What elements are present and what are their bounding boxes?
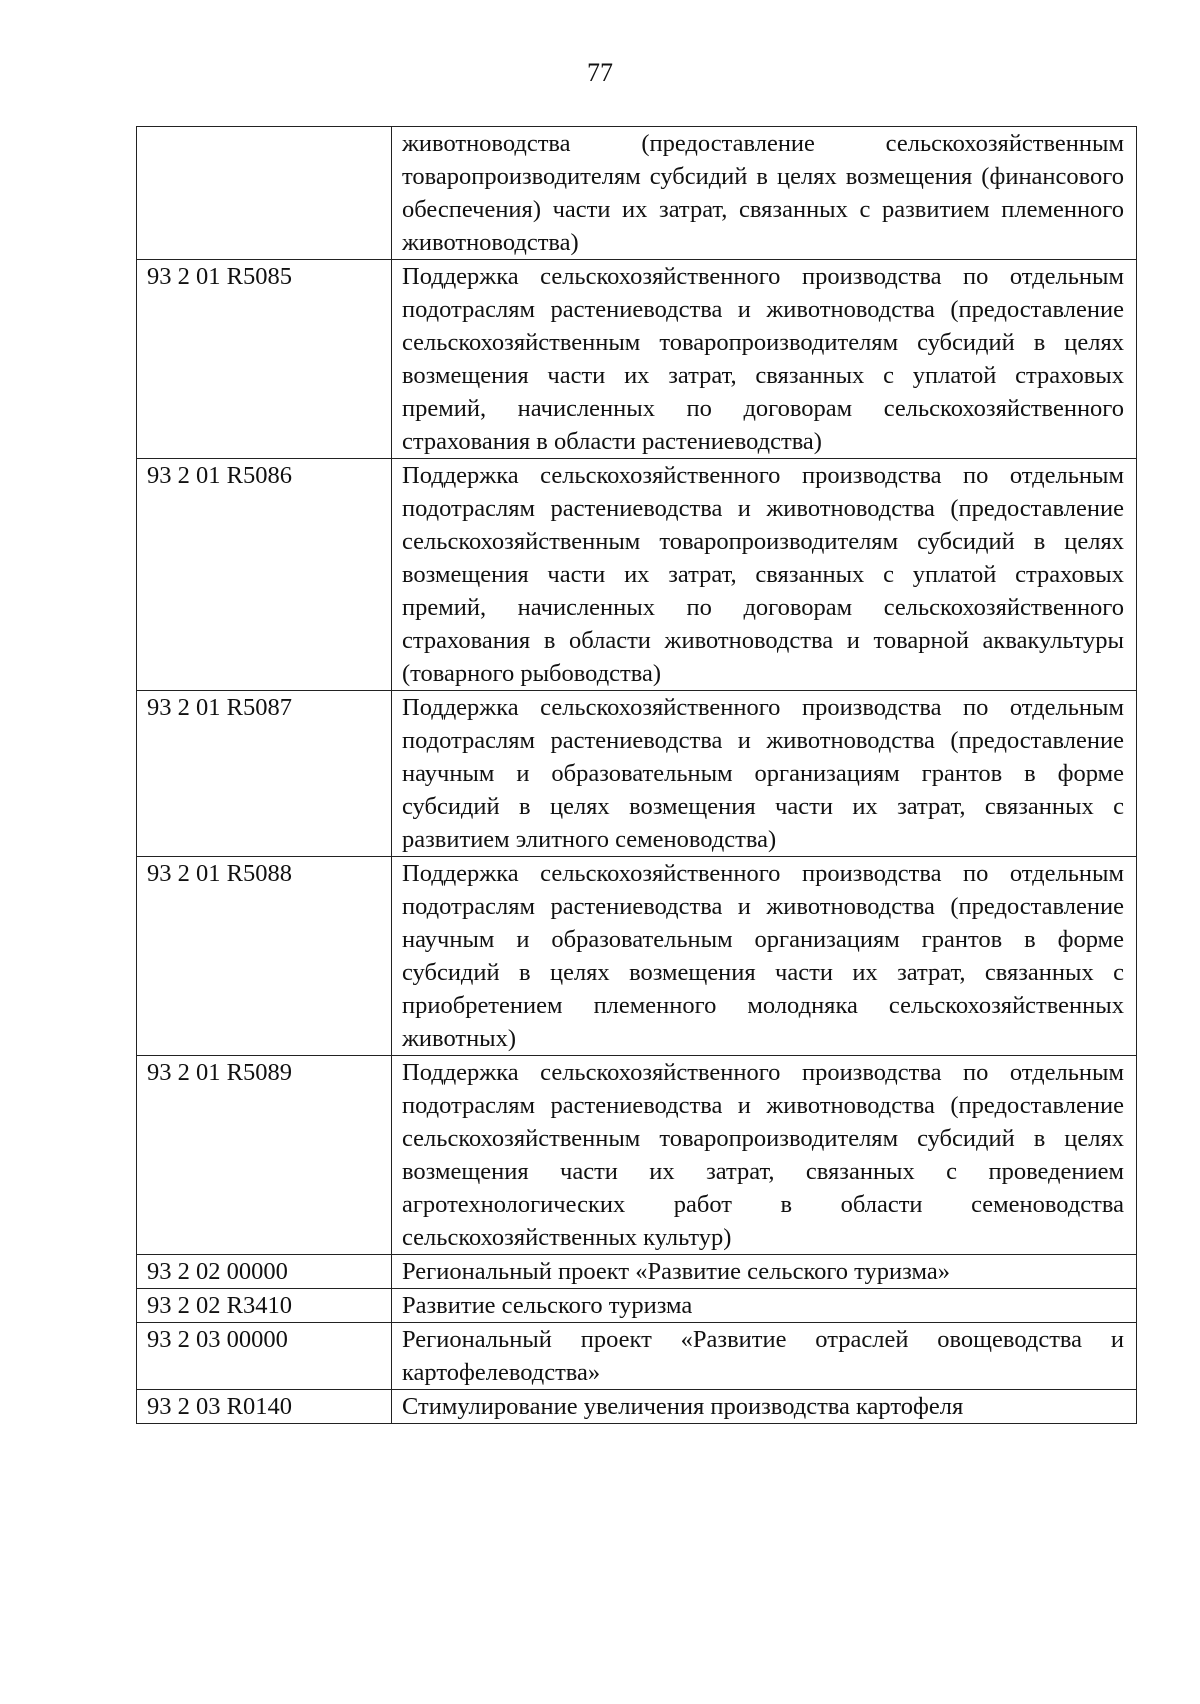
row-code: 93 2 02 00000 — [137, 1255, 392, 1289]
table-row — [137, 1390, 1137, 1424]
budget-classification-table — [136, 126, 1137, 1424]
table-row — [137, 857, 1137, 1056]
row-description: Стимулирование увеличения производства картофеля — [392, 1390, 1137, 1424]
row-description: Региональный проект «Развитие сельского туризма» — [392, 1255, 1137, 1289]
table-row — [137, 260, 1137, 459]
row-code: 93 2 01 R5089 — [137, 1056, 392, 1255]
table-row — [137, 691, 1137, 857]
table-row — [137, 1255, 1137, 1289]
row-code: 93 2 03 00000 — [137, 1323, 392, 1390]
row-description: животноводства (предоставление сельскохозяйственным товаропроизводителям субсидий в целях возмещения (финансового обеспечения) части их затрат, связанных с развитием племенного животноводства) — [392, 127, 1137, 260]
row-description: Поддержка сельскохозяйственного производства по отдельным подотраслям растениеводства и животноводства (предоставление сельскохозяйственным товаропроизводителям субсидий в целях возмещения части их затрат, связанных с проведением агротехнологических работ в области семеноводства сельскохозяйственных культур) — [392, 1056, 1137, 1255]
row-description: Поддержка сельскохозяйственного производства по отдельным подотраслям растениеводства и животноводства (предоставление научным и образовательным организациям грантов в форме субсидий в целях возмещения части их затрат, связанных с развитием элитного семеноводства) — [392, 691, 1137, 857]
table-row — [137, 1289, 1137, 1323]
row-code: 93 2 01 R5088 — [137, 857, 392, 1056]
row-description: Региональный проект «Развитие отраслей овощеводства и картофелеводства» — [392, 1323, 1137, 1390]
row-code: 93 2 01 R5087 — [137, 691, 392, 857]
row-code: 93 2 02 R3410 — [137, 1289, 392, 1323]
row-description: Поддержка сельскохозяйственного производства по отдельным подотраслям растениеводства и животноводства (предоставление научным и образовательным организациям грантов в форме субсидий в целях возмещения части их затрат, связанных с приобретением племенного молодняка сельскохозяйственных животных) — [392, 857, 1137, 1056]
table-row — [137, 127, 1137, 260]
row-description: Поддержка сельскохозяйственного производства по отдельным подотраслям растениеводства и животноводства (предоставление сельскохозяйственным товаропроизводителям субсидий в целях возмещения части их затрат, связанных с уплатой страховых премий, начисленных по договорам сельскохозяйственного страхования в области растениеводства) — [392, 260, 1137, 459]
row-description: Поддержка сельскохозяйственного производства по отдельным подотраслям растениеводства и животноводства (предоставление сельскохозяйственным товаропроизводителям субсидий в целях возмещения части их затрат, связанных с уплатой страховых премий, начисленных по договорам сельскохозяйственного страхования в области животноводства и товарной аквакультуры (товарного рыбоводства) — [392, 459, 1137, 691]
table-row — [137, 1056, 1137, 1255]
row-code: 93 2 03 R0140 — [137, 1390, 392, 1424]
row-description: Развитие сельского туризма — [392, 1289, 1137, 1323]
table-row — [137, 1323, 1137, 1390]
table-row — [137, 459, 1137, 691]
row-code — [137, 127, 392, 260]
row-code: 93 2 01 R5085 — [137, 260, 392, 459]
row-code: 93 2 01 R5086 — [137, 459, 392, 691]
page-number: 77 — [587, 58, 613, 87]
